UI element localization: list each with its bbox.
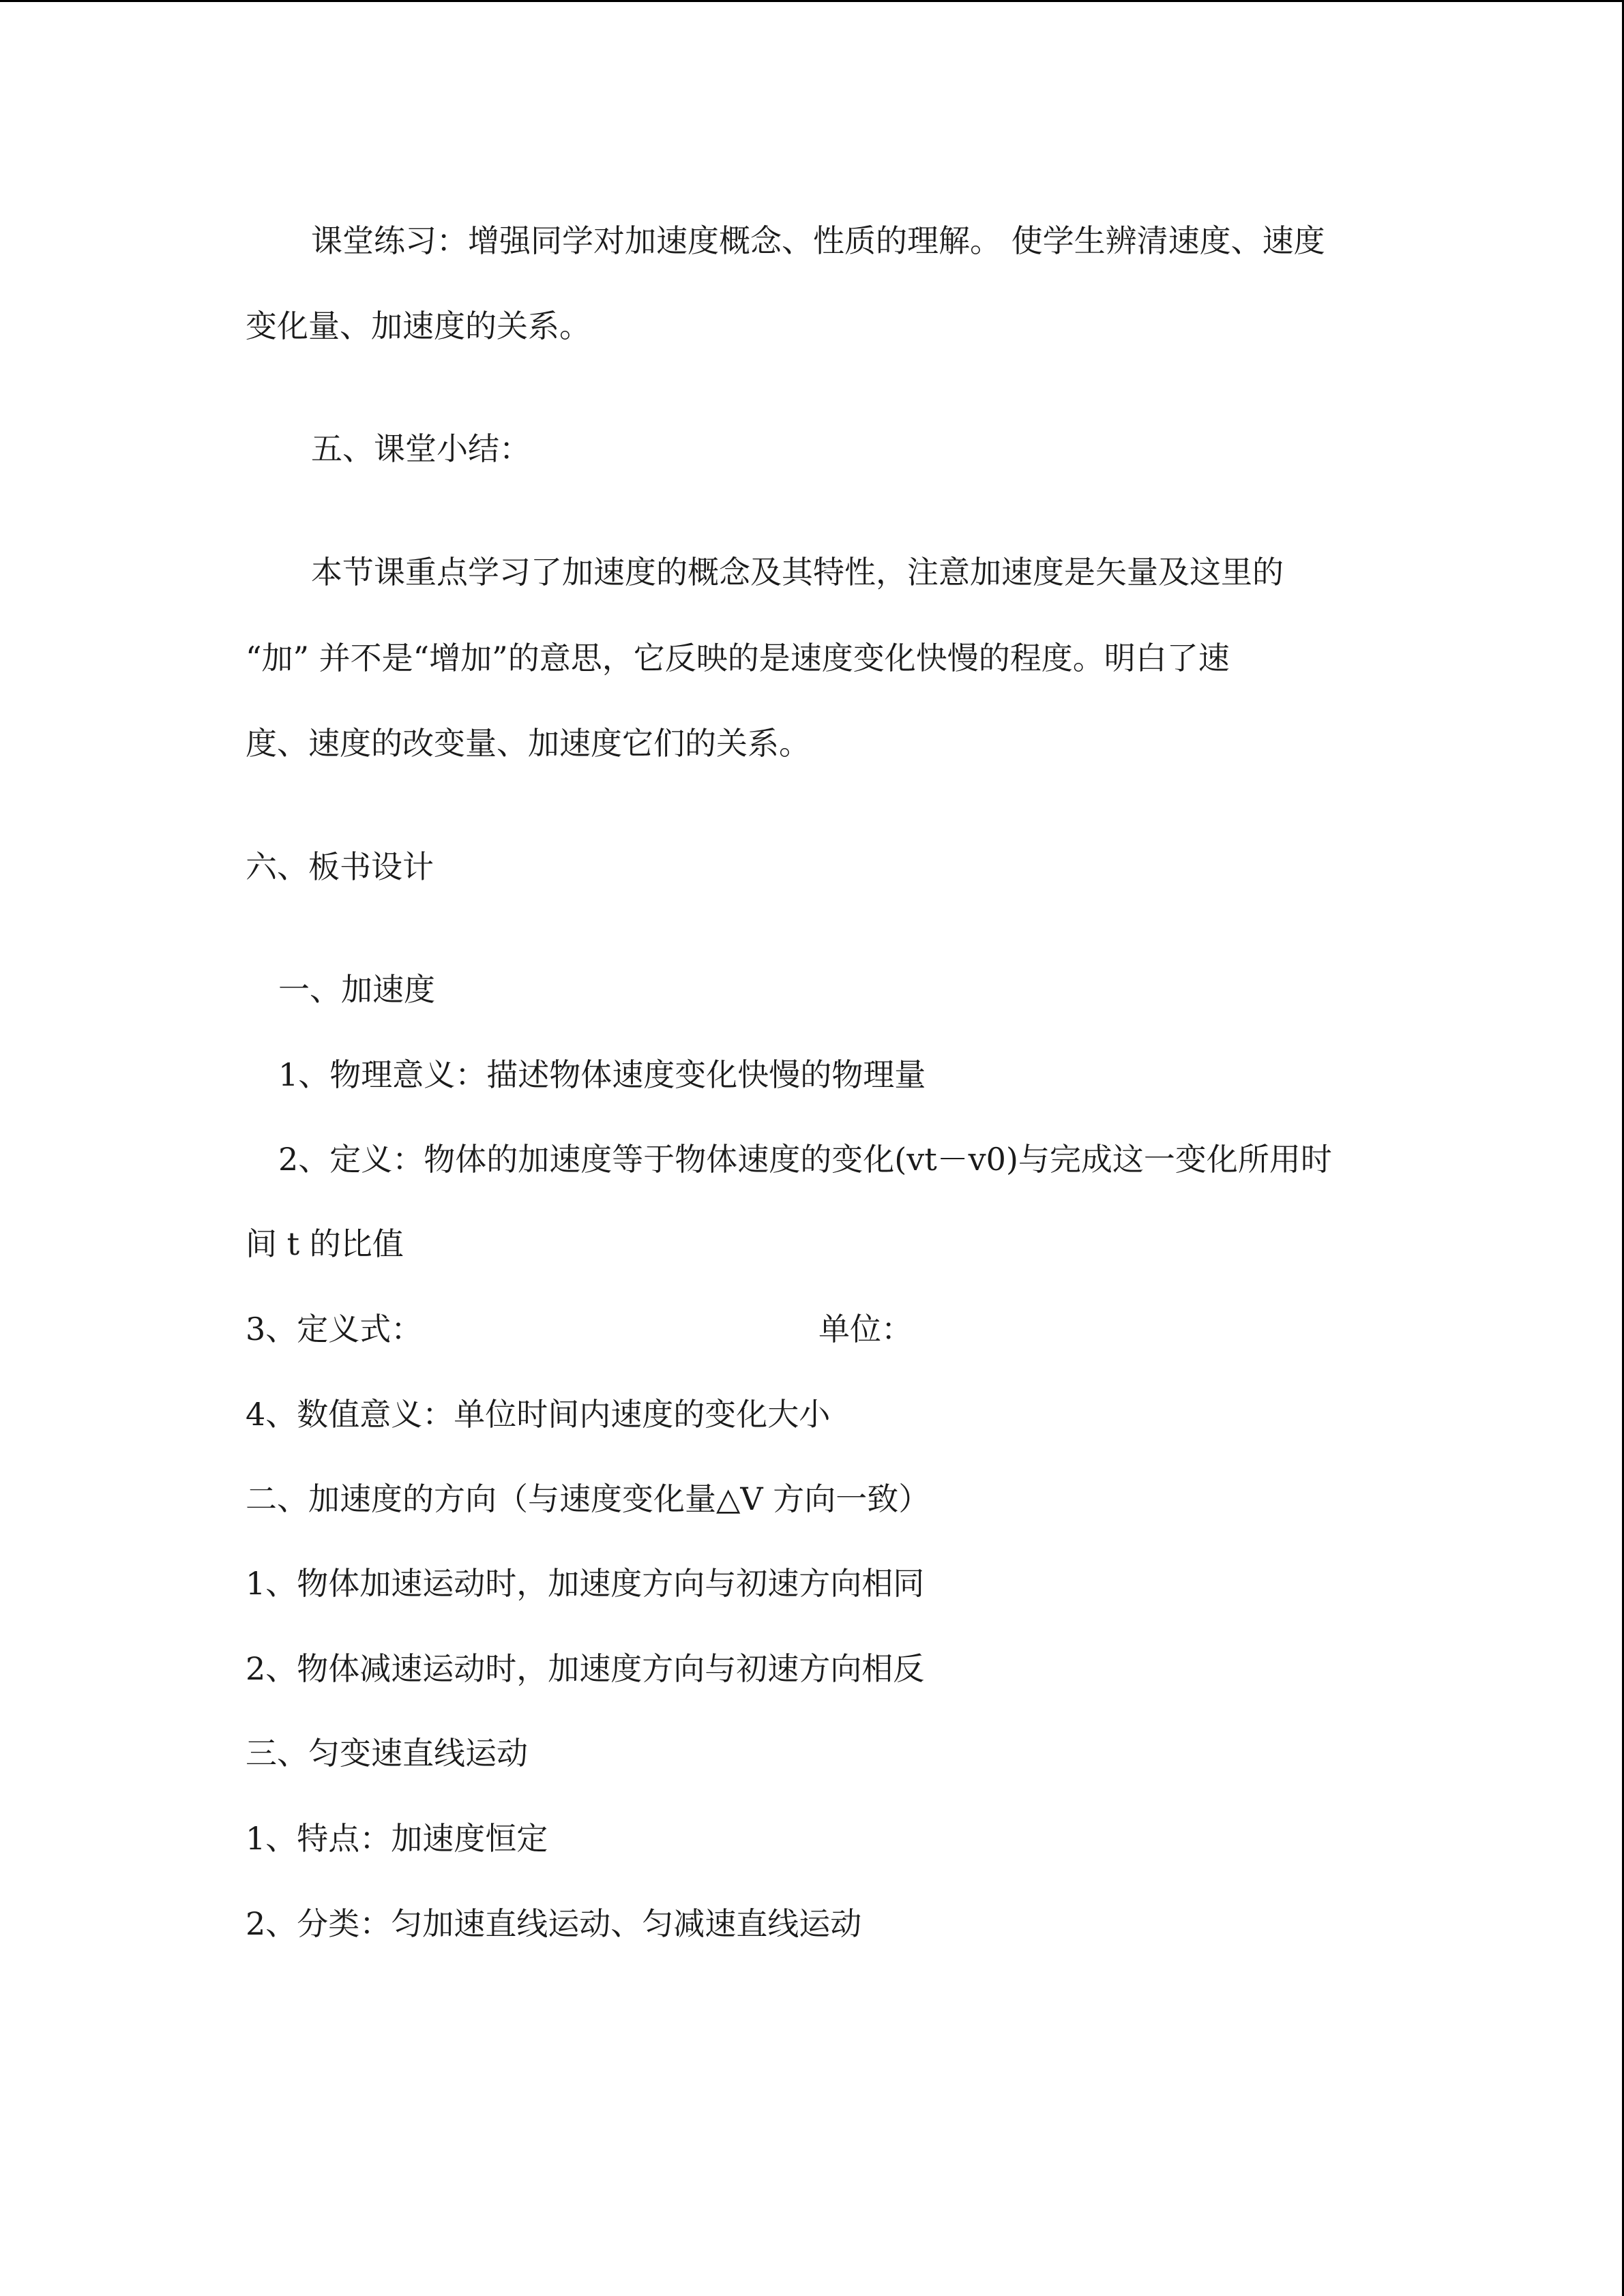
paragraph-line: 课堂练习：增强同学对加速度概念、性质的理解。 使学生辨清速度、速度 bbox=[311, 222, 1325, 259]
board-line: 1、物体加速运动时，加速度方向与初速方向相同 bbox=[246, 1565, 925, 1602]
board-heading: 一、加速度 bbox=[278, 971, 435, 1008]
paragraph-line: 度、速度的改变量、加速度它们的关系。 bbox=[246, 725, 810, 762]
board-heading: 三、匀变速直线运动 bbox=[246, 1735, 528, 1772]
board-heading: 二、加速度的方向（与速度变化量△V 方向一致） bbox=[246, 1480, 930, 1517]
board-line: 1、物理意义：描述物体速度变化快慢的物理量 bbox=[278, 1056, 926, 1093]
board-line: 4、数值意义：单位时间内速度的变化大小 bbox=[246, 1396, 831, 1433]
board-line: 2、物体减速运动时，加速度方向与初速方向相反 bbox=[246, 1650, 925, 1687]
board-line: 2、定义：物体的加速度等于物体速度的变化(vt－v0)与完成这一变化所用时 bbox=[278, 1141, 1332, 1178]
section-heading: 五、课堂小结： bbox=[311, 430, 531, 467]
board-line-unit: 单位： bbox=[818, 1311, 913, 1347]
section-heading: 六、板书设计 bbox=[246, 848, 434, 885]
paragraph-line: 本节课重点学习了加速度的概念及其特性，注意加速度是矢量及这里的 bbox=[311, 554, 1284, 591]
board-line-definition: 3、定义式： bbox=[246, 1311, 423, 1347]
board-line: 1、特点：加速度恒定 bbox=[246, 1820, 548, 1857]
paragraph-line: 变化量、加速度的关系。 bbox=[246, 308, 591, 344]
board-line: 2、分类：匀加速直线运动、匀减速直线运动 bbox=[246, 1905, 862, 1942]
board-line: 间 t 的比值 bbox=[246, 1225, 404, 1262]
paragraph-line: “加” 并不是“增加”的意思，它反映的是速度变化快慢的程度。明白了速 bbox=[246, 640, 1230, 676]
